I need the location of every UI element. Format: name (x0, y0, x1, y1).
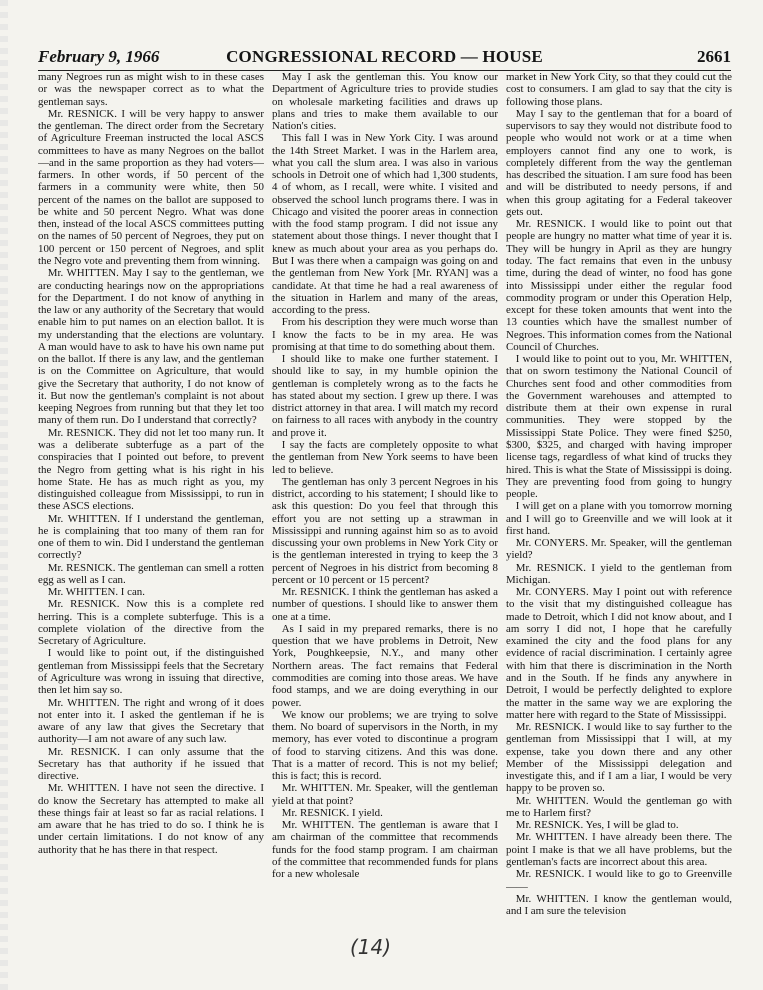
paragraph: Mr. CONYERS. Mr. Speaker, will the gentleman yield? (506, 537, 732, 562)
paragraph: Mr. RESNICK. I will be very happy to answer the gentleman. The direct order from the Secretary of Agriculture Freeman instructed the local ASCS committees to have as many Negroes on the ballot—and in the same proportion as they had voters—farmers. In other words, if 50 percent of the farmers in a community were white, then 50 percent of the names on the ballot are supposed to be white and 50 percent Negro. What was done then, instead of the local ASCS committees putting on the names of 50 percent of Negroes, they put on 100 percent or 150 percent of Negroes, and split the Negro vote and preventing them from winning. (38, 107, 264, 267)
paragraph: Mr. WHITTEN. The right and wrong of it does not enter into it. I asked the gentleman if he is aware of any law that gives the Secretary that authority—I am not aware of any such law. (38, 696, 264, 746)
paragraph: May I say to the gentleman that for a board of supervisors to say they would not distribute food to people who would not work or at a time when employers cannot find any one to work, is completely different from the way the gentleman has described the situation. I am sure food has been and will be distributed to needy persons, if and when this group agitating for a Federal takeover gets out. (506, 107, 732, 218)
paragraph: Mr. RESNICK. I yield. (281, 806, 383, 819)
paragraph: Mr. RESNICK. I yield to the gentleman from Michigan. (506, 561, 732, 586)
paragraph: Mr. WHITTEN. I can. (47, 586, 145, 599)
text-column-3 (506, 71, 732, 961)
paragraph: May I ask the gentleman this. You know our Department of Agriculture tries to provide studies on wholesale marketing facilities and draws up plans and tries to make them available to our Nation's cities. (272, 71, 498, 133)
paragraph: I should like to make one further statement. I should like to say, in my humble opinion the gentleman is completely wrong as to the facts he has stated about my section. I grew up there. I was district attorney in that area. I will match my record on fairness to all races with anybody in the country and prove it. (272, 353, 498, 439)
handwritten-page-mark: (14) (350, 935, 392, 959)
paragraph: Mr. RESNICK. Yes, I will be glad to. (515, 819, 679, 832)
text-column-1 (38, 71, 264, 961)
paragraph: I will get on a plane with you tomorrow morning and I will go to Greenville and we will look at it first hand. (506, 500, 732, 537)
paragraph: I say the facts are completely opposite to what the gentleman from New York seems to have been led to believe. (272, 438, 498, 476)
paragraph: Mr. WHITTEN. I know the gentleman would, and I am sure the television (506, 892, 732, 918)
header-page-number: 2661 (697, 47, 731, 66)
paragraph: Mr. CONYERS. May I point out with reference to the visit that my distinguished colleague has made to Detroit, which I did not know about, and I am sorry I did not, I hope that he carefully examined the city and the food plans for any evidence of racial discrimination. I certainly agree with him that there is discrimination in the North and in the South. If he finds any anywhere in Detroit, I would be perfectly delighted to explore the matter in the same way we are exploring the matter here with regard to the State of Mississippi. (506, 586, 732, 721)
paragraph: I would like to point out, if the distinguished gentleman from Mississippi feels that the Secretary of Agriculture was wrong in issuing that directive, then let him say so. (38, 647, 264, 697)
paragraph: We know our problems; we are trying to solve them. No board of supervisors in the North, in my memory, has ever voted to discontinue a program of food to starving citizens. And this was done. That is a matter of record. This is not my belief; this is fact; this is record. (272, 708, 498, 783)
header-date: February 9, 1966 (38, 47, 160, 66)
paragraph: This fall I was in New York City. I was around the 14th Street Market. I was in the Harlem area, what you call the slum area. I was also in various schools in Detroit one of which had 1,300 students, 4 of whom, as I recall, were white. I visited and observed the school lunch programs there. I was in Chicago and visited the poorer areas in connection with the food stamp program. I did not issue any statement about those things. I never thought that I knew as much about your area as you perhaps do. But I was there when a campaign was going on and the gentleman from New York [Mr. RYAN] was a candidate. At that time he had a real awareness of the situation in Harlem and many of the areas, according to the press. (272, 132, 498, 317)
text-column-2 (272, 71, 498, 961)
paragraph: Mr. RESNICK. I would like to go to Greenville—— (506, 868, 732, 893)
paragraph: From his description they were much worse than I know the facts to be in my area. He was promising at that time to do something about them. (272, 316, 498, 353)
paragraph: The gentleman has only 3 percent Negroes in his district, according to his statement; I should like to ask this question: Do you feel that through this effort you are not setting up a strawman in Mississippi and running against him so as to avoid discussing your own problems in New York City or is the gentleman interested in trying to keep the 3 percent of Negroes in his district from becoming 8 percent or 10 percent or 15 percent? (272, 475, 498, 586)
paragraph: Mr. WHITTEN. If I understand the gentleman, he is complaining that too many of them ran for one of them to win. Did I understand the gentleman correctly? (38, 512, 264, 562)
header-title: CONGRESSIONAL RECORD — HOUSE (226, 47, 543, 66)
paragraph: market in New York City, so that they could cut the cost to consumers. I am glad to say that the city is following those plans. (506, 71, 732, 108)
scan-edge (0, 0, 8, 990)
paragraph: Mr. RESNICK. The gentleman can smell a rotten egg as well as I can. (38, 561, 264, 586)
page-header (38, 47, 731, 67)
paragraph: Mr. RESNICK. I think the gentleman has asked a number of questions. I should like to answer them one at a time. (272, 586, 498, 623)
paragraph: Mr. WHITTEN. I have already been there. The point I make is that we all have problems, but the gentleman's facts are incorrect about this area. (506, 831, 732, 868)
paragraph: Mr. WHITTEN. May I say to the gentleman, we are conducting hearings now on the appropriations for the Department. I do not know of anything in the law or any authority of the Secretary that would enable him to put names on an election ballot. It is my understanding that the elections are voluntary. A man would have to ask to have his own name put on the ballot. If there is any law, and the gentleman is on the Committee on Agriculture, that would give the Secretary that authority, I do not know of it. But now the gentleman's complaint is not about keeping Negroes from running but that they let too many of them run. Do I understand that correctly? (38, 267, 264, 427)
paragraph: I would like to point out to you, Mr. WHITTEN, that on sworn testimony the National Council of Churches sent food and other commodities from the Government warehouses and attempted to distribute them at their own expense in rural communities. They were stopped by the Mississippi State Police. They were fined $250, $300, $325, and charged with having improper license tags, regardless of what kind of trucks they hired. This is what the State of Mississippi is doing. They are preventing food from going to hungry people. (506, 353, 732, 501)
paragraph: Mr. WHITTEN. Mr. Speaker, will the gentleman yield at that point? (272, 782, 498, 807)
paragraph: Mr. RESNICK. I can only assume that the Secretary has that authority if he issued that directive. (38, 745, 264, 783)
paragraph: many Negroes run as might wish to in these cases or was the newspaper correct as to what the gentleman says. (38, 71, 264, 108)
paragraph: Mr. WHITTEN. Would the gentleman go with me to Harlem first? (506, 794, 732, 819)
paragraph: Mr. WHITTEN. I have not seen the directive. I do know the Secretary has attempted to make all these things fair at least so far as racial relations. I am aware that he has tried to do so. I think he is under certain limitations. I do not know of any authority that he has there in that respect. (38, 782, 264, 856)
paragraph: Mr. RESNICK. Now this is a complete red herring. This is a complete subterfuge. This is a complete violation of the directive from the Secretary of Agriculture. (38, 598, 264, 648)
paragraph: Mr. RESNICK. I would like to point out that people are hungry no matter what time of year it is. They will be hungry in April as they are hungry today. The fact remains that even in the unbusy time, during the dead of winter, no food has gone into Mississippi under either the regular food commodity program or under this Operation Help, except for these token amounts that went into the 13 counties which have the smallest number of Negroes. This information comes from the National Council of Churches. (506, 218, 732, 353)
paragraph: Mr. RESNICK. I would like to say further to the gentleman from Mississippi that I will, at my expense, take you down there and any other Member of the Mississippi delegation and investigate this, and if I am a liar, I would be very happy to be proven so. (506, 721, 732, 795)
paragraph: Mr. WHITTEN. The gentleman is aware that I am chairman of the committee that recommends funds for the food stamp program. I am chairman of the committee that recommended funds for plans for a new wholesale (272, 819, 498, 881)
paragraph: Mr. RESNICK. They did not let too many run. It was a deliberate subterfuge as a part of the conspiracies that I pointed out before, to prevent the Negro from getting what is his right in his home State. He has as much right as you, my distinguished colleague from Mississippi, to run in these ASCS elections. (38, 426, 264, 513)
paragraph: As I said in my prepared remarks, there is no question that we have problems in Detroit, New York, Poughkeepsie, N.Y., and many other Northern areas. The fact remains that Federal commodities are coming into those areas. We have food stamps, and we are doing everything in our power. (272, 622, 498, 709)
